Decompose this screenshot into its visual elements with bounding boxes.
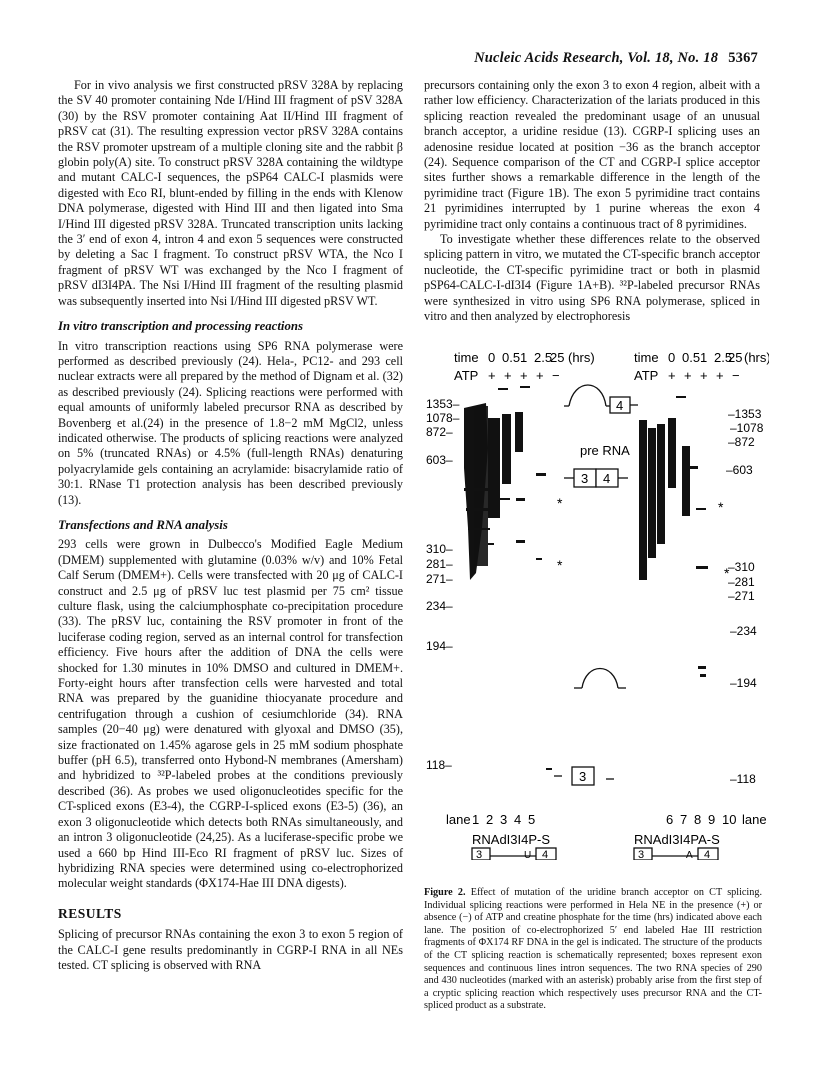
branch-u: U: [524, 850, 532, 860]
heading-transfections: Transfections and RNA analysis: [58, 517, 228, 532]
time-values-left: [488, 350, 564, 365]
asterisk-290-right: *: [724, 565, 730, 581]
lane-number: 3: [500, 812, 508, 827]
gel-svg: [424, 348, 769, 860]
size-marker: –1078: [730, 421, 764, 435]
lane-number: 7: [680, 812, 688, 827]
gel-bands-left: [464, 386, 552, 770]
size-marker: 1353–: [426, 397, 460, 411]
time-unit-right: (hrs): [744, 350, 769, 365]
construct-right-exon-3: 3: [638, 849, 645, 860]
time-value: 2.5: [714, 350, 733, 365]
pre-rna-schematic: [564, 469, 628, 487]
lane-number: 5: [528, 812, 536, 827]
time-values-right: [668, 350, 742, 365]
lane-numbers-left: [472, 812, 535, 827]
time-value: 0: [668, 350, 676, 365]
paragraph-results: Splicing of precursor RNAs containing the exon 3 to exon 5 region of the CALC-I gene results predominantly in CGRP-I RNA in all NEs tested. CT splicing is observed with RNA: [58, 927, 403, 972]
size-marker: –234: [730, 624, 757, 638]
construct-right: RNAdI3I4PA-S: [634, 832, 720, 847]
paragraph-in-vitro: In vitro transcription reactions using SP6 RNA polymerase were performed as described previously (24). Hela-, PC12- and 293 cell nuclear extracts were all prepared by the method of Dignam et al. (32) as described previously (24). Splicing reactions were performed with equal amounts of uniformly labeled precursor RNA as described by Bovenberg et al.(24) in the presence of 1.8−2 mM MgCl2, unless indicated otherwise. The products of splicing reactions were analyzed on 5% (truncated RNAs) or 4.5% (full-length RNAs) denaturing polyacrylamide gels containing an acrylamide: bisacrylamide ratio of 30:1. RNase T1 protection analysis has been described previously (13).: [58, 338, 403, 507]
lane-number: 1: [472, 812, 480, 827]
time-value: 1: [700, 350, 708, 365]
atp-value: +: [520, 368, 528, 383]
right-column: [424, 78, 760, 325]
paragraph-in-vivo: For in vivo analysis we first constructed pRSV 328A by replacing the SV 40 promoter containing Nde I/Hind III fragment of pSV 328A (30) by the RSV promoter containing Aat II/Hind III fragment of pRSV cat (31). The resulting expression vector pRSV 328A contains the RSV promoter upstream of a multiple cloning site and the rabbit β globin poly(A) site. To construct pRSV 328A containing the wildtype and mutant CALC-I sequences, the pSP64 CALC-I plasmids were digested with Eco RI, blunt-ended by filling in the ends with Klenow DNA polymerase, digested with Hind III and then ligated into Sma I/Hind III digested pRSV 328A. Truncated transcription units lacking the 3′ end of exon 4, intron 4 and exon 5 sequences were constructed by deleting a Sac I fragment. To construct pRSV WTA, the Nco I fragment of pRSV WT was exchanged by the Nco I fragment of pRSV dI3I4PA. The Nsi I/Hind III fragment of the resulting plasmid was subsequently inserted into Nsi I/Hind III digested pRSV WT.: [58, 78, 403, 308]
construct-left: RNAdI3I4P-S: [472, 832, 551, 847]
caption-label: Figure 2.: [424, 887, 466, 898]
time-value: 25: [550, 350, 565, 365]
size-marker: 310–: [426, 542, 453, 556]
time-value: 2.5: [534, 350, 553, 365]
lariat-exon-4: 4: [616, 398, 624, 413]
size-marker: 281–: [426, 557, 453, 571]
time-label-right: time: [634, 350, 659, 365]
size-markers-right: [726, 407, 764, 786]
atp-value: +: [668, 368, 676, 383]
left-column: [58, 78, 403, 973]
size-marker: –281: [728, 575, 755, 589]
size-marker: 872–: [426, 425, 453, 439]
atp-value: +: [684, 368, 692, 383]
pre-rna-exon-3: 3: [581, 471, 589, 486]
paragraph-continued: precursors containing only the exon 3 to exon 4 region, albeit with a rather low efficiency. Characterization of the lariats produced in this splicing reaction revealed the predominant usage of an unusual branch acceptor, a uridine residue (13). CGRP-I splicing uses an adenosine residue located at position −36 as the branch acceptor (24). Sequence comparison of the CT and CGRP-I splice acceptor sites further shows a remarkable difference in the length of the pyrimidine tract (Figure 1B). The exon 5 pyrimidine tract contains 21 pyrimidines interrupted by 1 purine whereas the exon 4 pyrimidine tract only contains a continuous tract of 8 pyrimidines.: [424, 78, 760, 231]
figure-2-gel: [424, 348, 769, 860]
time-value: 25: [728, 350, 743, 365]
atp-value: −: [732, 368, 740, 383]
asterisk-430: *: [557, 495, 563, 511]
size-marker: –872: [728, 435, 755, 449]
atp-label-right: ATP: [634, 368, 659, 383]
time-label-left: time: [454, 350, 479, 365]
lane-number: 8: [694, 812, 702, 827]
size-marker: –1353: [728, 407, 762, 421]
time-value: 0.5: [502, 350, 521, 365]
atp-value: +: [536, 368, 544, 383]
journal-citation: Nucleic Acids Research, Vol. 18, No. 18: [474, 50, 719, 66]
pre-rna-exon-4: 4: [603, 471, 611, 486]
atp-value: +: [700, 368, 708, 383]
lariat-intermediate-schematic: [574, 669, 626, 689]
size-marker: –603: [726, 463, 753, 477]
atp-value: +: [716, 368, 724, 383]
atp-value: +: [488, 368, 496, 383]
size-marker: 1078–: [426, 411, 460, 425]
lane-number: 10: [722, 812, 737, 827]
heading-results: RESULTS: [58, 905, 122, 921]
branch-a: A: [686, 850, 693, 860]
size-marker: –118: [730, 772, 756, 786]
paragraph-transfections: 293 cells were grown in Dulbecco's Modified Eagle Medium (DMEM) supplemented with glutamine (0.03% w/v) and 10% Fetal Calf Serum (DMEM+). Cells were transfected with 20 μg of CALC-I construct and 2.5 μg of pRSV luc test plasmid per 75 cm² tissue culture flask, using the calciumphosphate co-precipitation procedure (33). The pRSV luc, containing the RSV promoter in front of the luciferase coding region, served as an internal control for transfection efficiency. Five hours after the addition of DNA the cells were shocked for 1.30 minutes in 10% DMSO and cultured in DMEM+. Forty-eight hours after transfection cells were harvested and total RNA was prepared by the guanidine thiocyanate procedure and centrifugation through a cushion of cesiumchloride (34). RNA samples (20−40 μg) were denatured with glyoxal and DMSO (35), size fractionated on 1.45% agarose gels in 25 mM sodium phosphate buffer (pH 6.5), transferred onto Hybond-N membranes (Amersham) and hybridized to ³²P-labeled probes at the conditions previously described (36). As probes we used oligonucleotides specific for the CT-spliced exons (E3-4), the CGRP-I-spliced exons (E3-5) (36), an exon 3 oligonucleotide which detects both RNAs simultaneously, and an intron 3 oligonucleotide (24,25). As a luciferase-specific probe we used a 660 bp Hind III-Eco RI fragment of pRSV luc. Sizes of hybridizing RNA species were determined using co-electrophorized molecular weight standards (ΦX174-Hae III DNA digests).: [58, 537, 403, 891]
atp-values-left: [488, 368, 560, 383]
pre-rna-label: pre RNA: [580, 443, 630, 458]
asterisk-right: *: [718, 499, 724, 515]
lane-word: lane: [742, 812, 767, 827]
size-marker: 271–: [426, 572, 453, 586]
size-marker: 118–: [426, 758, 452, 772]
atp-values-right: [668, 368, 740, 383]
time-value: 0.5: [682, 350, 701, 365]
atp-value: +: [504, 368, 512, 383]
size-markers-left: [426, 397, 460, 772]
size-marker: –194: [730, 676, 757, 690]
time-value: 1: [520, 350, 528, 365]
size-marker: –271: [728, 589, 755, 603]
paragraph-investigate: To investigate whether these differences relate to the observed splicing pattern in vitro, we mutated the CT-specific branch acceptor nucleotide, the CT-specific pyrimidine tract or both in plasmid pSP64-CALC-I-dI3I4 (Figure 1A+B). ³²P-labeled precursor RNAs were synthesized in vitro using SP6 RNA polymerase, spliced in vitro and then analyzed by electrophoresis: [424, 232, 760, 324]
product-exon-3: 3: [579, 769, 587, 784]
gel-bands-right: [639, 396, 708, 677]
lane-number: 2: [486, 812, 494, 827]
lane-number: 9: [708, 812, 716, 827]
heading-in-vitro: In vitro transcription and processing reactions: [58, 319, 303, 334]
construct-left-exon-3: 3: [476, 849, 483, 860]
size-marker: 603–: [426, 453, 453, 467]
construct-left-exon-4: 4: [542, 849, 549, 860]
lane-word-left: lane: [446, 812, 471, 827]
lane-number: 6: [666, 812, 674, 827]
construct-right-exon-4: 4: [704, 849, 711, 860]
running-head: [474, 50, 758, 67]
lane-numbers-right: [666, 812, 736, 827]
time-unit-left: (hrs): [568, 350, 595, 365]
page-number: 5367: [728, 50, 758, 66]
time-value: 0: [488, 350, 496, 365]
atp-value: −: [552, 368, 560, 383]
lariat-product-schematic: [564, 385, 638, 413]
size-marker: –310: [728, 560, 755, 574]
size-marker: 234–: [426, 599, 453, 613]
asterisk-290-left: *: [557, 557, 563, 573]
caption-text: Effect of mutation of the uridine branch acceptor on CT splicing. Individual splicing reactions were performed in Hela NE in the presence (+) or absence (−) of ATP and creatine phosphate for the time (hrs) indicated above each lane. The position of co-electrophorized 5′ end labeled Hae III restriction fragments of ΦX174 RF DNA in the gel is indicated. The structure of the products of the CT splicing reaction is schematically represented; boxes represent exon sequences and continuous lines intron sequences. The two RNA species of 290 and 430 nucleotides (marked with an asterisk) probably arise from the first step of a cryptic splicing reaction which respectively uses precursor RNA and the CT-spliced product as a substrate.: [424, 887, 762, 1012]
lane-number: 4: [514, 812, 522, 827]
figure-caption: [424, 887, 762, 1013]
atp-label-left: ATP: [454, 368, 479, 383]
size-marker: 194–: [426, 639, 453, 653]
